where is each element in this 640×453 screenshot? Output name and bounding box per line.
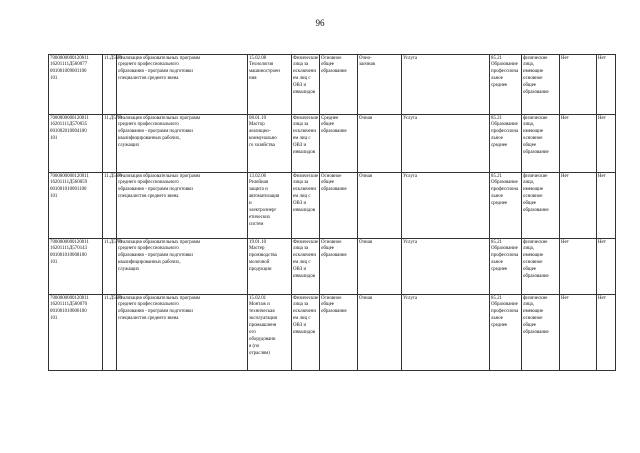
consumers-cell: физические лица, имеющие основное общее образование: [522, 295, 560, 371]
service-code-cell: 11.Д56.0: [103, 173, 117, 239]
category-cell: Физические лица за исключени ем лиц с ОВЗ и инвалидов: [292, 115, 320, 173]
table-row: [49, 239, 616, 295]
registry-code-cell: 7000000000120011 16201111Д560059 001001010001100 101: [49, 173, 103, 239]
specialty-cell: 19.01.10 Мастер производства молочной продукции: [248, 239, 292, 295]
flag1-cell: Нет: [560, 55, 597, 115]
service-code-cell: 11.Д57.0: [103, 115, 117, 173]
type-cell: Услуга: [402, 55, 490, 115]
flag2-cell: Нет: [597, 115, 616, 173]
category-cell: Физические лица за исключени ем лиц с ОВЗ и инвалидов: [292, 173, 320, 239]
prior-education-cell: Среднее общее образование: [320, 115, 358, 173]
flag1-cell: Нет: [560, 239, 597, 295]
study-form-cell: Очная: [358, 115, 402, 173]
okved-cell: 85.21 Образование профессиона льное среднее: [490, 115, 522, 173]
prior-education-cell: Основное общее образование: [320, 295, 358, 371]
service-code-cell: 11.Д56.0: [103, 55, 117, 115]
consumers-cell: физические лица, имеющие основное общее образование: [522, 115, 560, 173]
service-code-cell: 11.Д56.0: [103, 295, 117, 371]
table-body: [49, 55, 616, 371]
category-cell: Физические лица за исключени ем лиц с ОВЗ и инвалидов: [292, 55, 320, 115]
category-cell: Физические лица за исключени ем лиц с ОВЗ и инвалидов: [292, 239, 320, 295]
prior-education-cell: Основное общее образование: [320, 55, 358, 115]
consumers-cell: физические лица, имеющие основное общее образование: [522, 55, 560, 115]
table-row: [49, 173, 616, 239]
consumers-cell: физические лица, имеющие основное общее образование: [522, 239, 560, 295]
specialty-cell: 13.02.06 Релейная защита и автоматизация и электроэнерг етических систем: [248, 173, 292, 239]
flag2-cell: Нет: [597, 239, 616, 295]
page-number: 96: [315, 18, 325, 28]
prior-education-cell: Основное общее образование: [320, 239, 358, 295]
type-cell: Услуга: [402, 115, 490, 173]
program-name-cell: Реализация образовательных программ среднего профессионального образования - программ подготовки специалистов среднего звена: [117, 295, 248, 371]
prior-education-cell: Основное общее образование: [320, 173, 358, 239]
specialty-cell: 08.01.10 Мастор жилищно- коммунально го хозяйства: [248, 115, 292, 173]
type-cell: Услуга: [402, 239, 490, 295]
flag1-cell: Нет: [560, 295, 597, 371]
registry-code-cell: 7000000000120011 16201111Д560077 001001009001100 101: [49, 55, 103, 115]
registry-code-cell: 7000000000120011 16201111Д570143 001001010008100 101: [49, 239, 103, 295]
type-cell: Услуга: [402, 295, 490, 371]
service-code-cell: 11.Д57.0: [103, 239, 117, 295]
study-form-cell: Очная: [358, 173, 402, 239]
program-name-cell: Реализация образовательных программ среднего профессионального образования - программ подготовки специалистов среднего звена: [117, 173, 248, 239]
study-form-cell: Очная: [358, 295, 402, 371]
okved-cell: 85.21 Образование профессиона льное среднее: [490, 239, 522, 295]
registry-code-cell: 7000000000120011 16201111Д570035 001002010004100 101: [49, 115, 103, 173]
study-form-cell: Очно- заочная: [358, 55, 402, 115]
consumers-cell: физические лица, имеющие основное общее образование: [522, 173, 560, 239]
table-row: [49, 295, 616, 371]
program-name-cell: Реализация образовательных программ среднего профессионального образования - программ подготовки квалифицированных рабочих, служащих: [117, 239, 248, 295]
table-row: [49, 55, 616, 115]
okved-cell: 85.21 Образование профессиона льное среднее: [490, 295, 522, 371]
flag1-cell: Нет: [560, 173, 597, 239]
okved-cell: 85.21 Образование профессиона льное среднее: [490, 173, 522, 239]
type-cell: Услуга: [402, 173, 490, 239]
category-cell: Физические лица за исключени ем лиц с ОВЗ и инвалидов: [292, 295, 320, 371]
flag2-cell: Нет: [597, 55, 616, 115]
flag1-cell: Нет: [560, 115, 597, 173]
specialty-cell: 15.02.08 Технология машиностроен ния: [248, 55, 292, 115]
table-row: [49, 115, 616, 173]
registry-code-cell: 7000000000120011 16201111Д560070 001001010006100 101: [49, 295, 103, 371]
registry-table: [48, 54, 616, 371]
specialty-cell: 15.02.01 Монтаж и техническая эксплуатация промышленн ого оборудовани я (по отраслям): [248, 295, 292, 371]
program-name-cell: Реализация образовательных программ среднего профессионального образования - программ подготовки специалистов среднего звена: [117, 55, 248, 115]
study-form-cell: Очная: [358, 239, 402, 295]
flag2-cell: Нет: [597, 295, 616, 371]
okved-cell: 85.21 Образование профессиона льное среднее: [490, 55, 522, 115]
program-name-cell: Реализация образовательных программ среднего профессионального образования - программ подготовки квалифицированных рабочих, служащих: [117, 115, 248, 173]
flag2-cell: Нет: [597, 173, 616, 239]
